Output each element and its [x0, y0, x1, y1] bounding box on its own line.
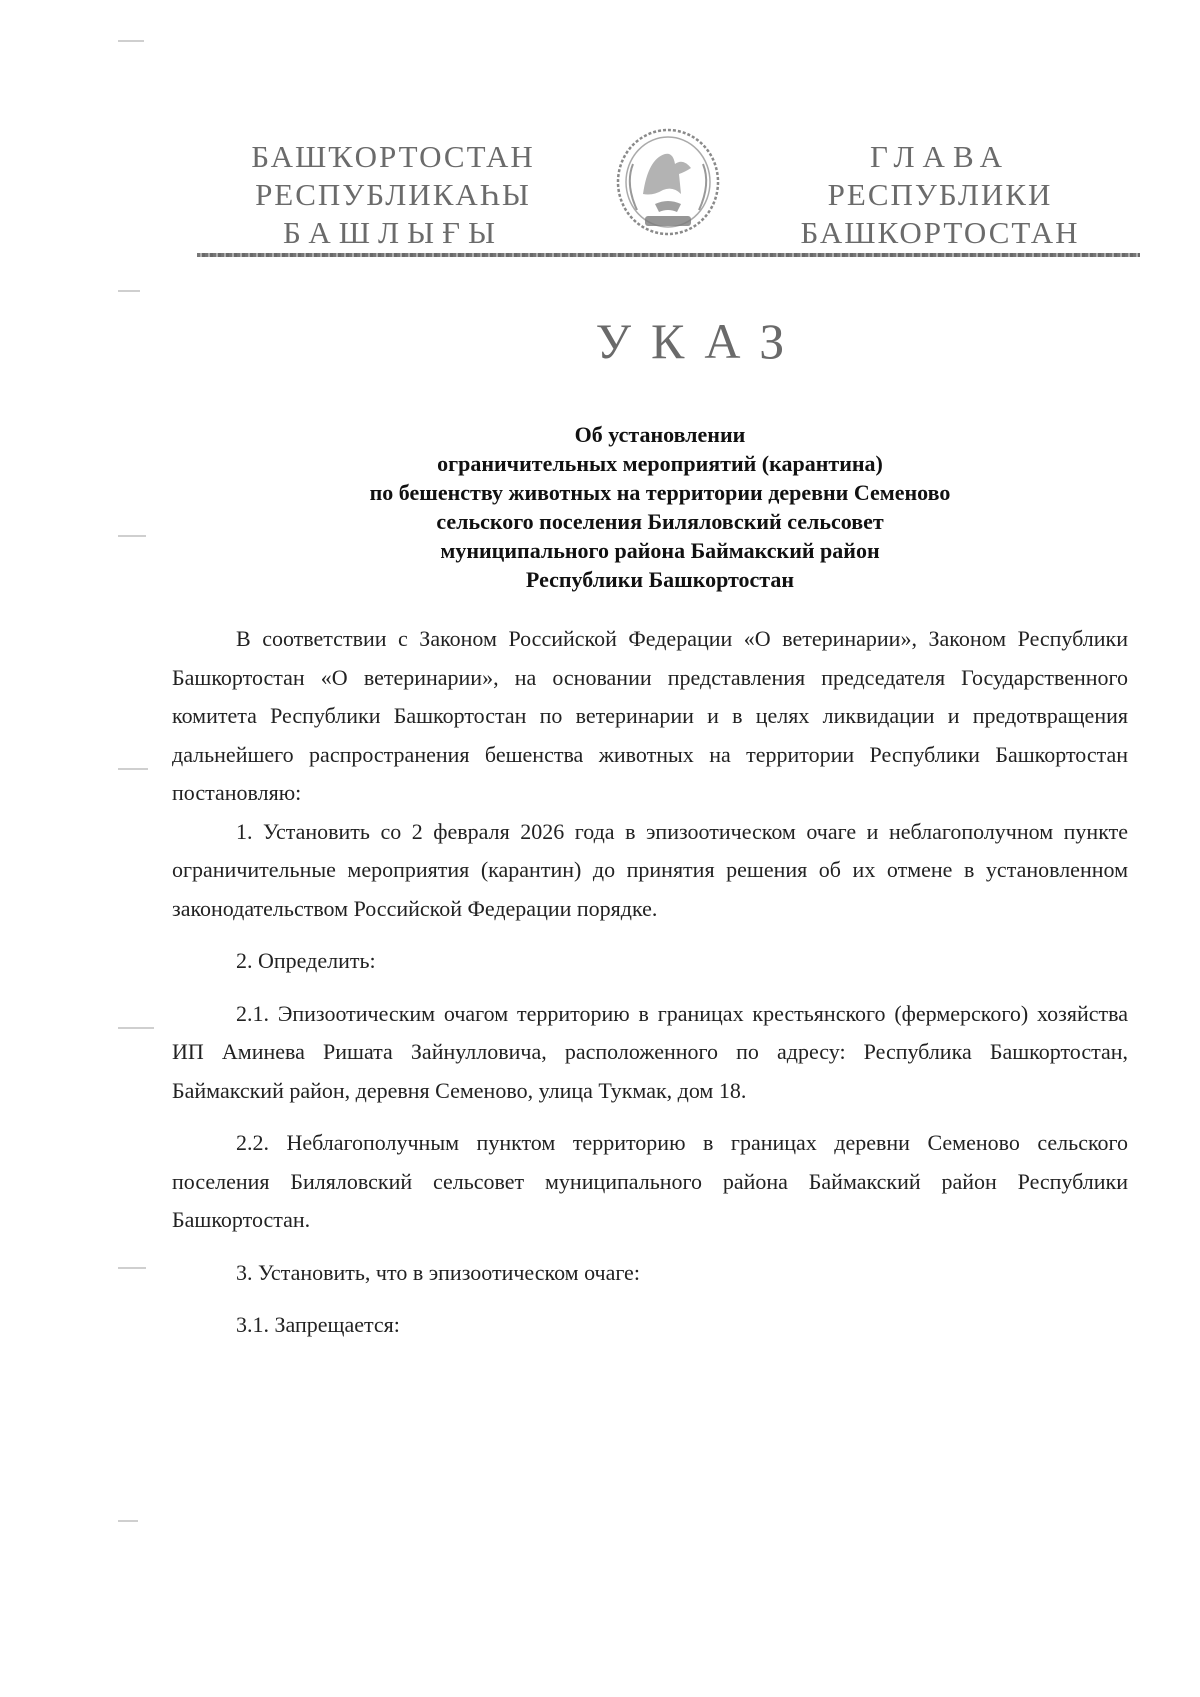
clause-3-1-paragraph: 3.1. Запрещается: — [236, 1312, 400, 1337]
scan-mark — [118, 1267, 146, 1269]
letterhead-russian — [790, 138, 1090, 252]
document-type-title: УКАЗ — [595, 313, 805, 369]
clause-2-paragraph: 2. Определить: — [236, 948, 376, 973]
heading-line: ограничительных мероприятий (карантина) — [437, 451, 883, 476]
letterhead-russian-line-1: ГЛАВА — [869, 139, 1011, 174]
heading-line: Республики Башкортостан — [525, 567, 795, 592]
clause-1-paragraph: 1. Установить со 2 февраля 2026 года в эпизоотическом очаге и неблагополучном пункте ограничительные мероприятия (карантин) до принятия решения об их отмене в установленном законодательством Российской Федерации порядке. — [172, 818, 1128, 921]
coat-of-arms-emblem — [603, 124, 733, 244]
letterhead-bashkir — [238, 138, 548, 252]
scan-mark — [118, 40, 144, 42]
letterhead-divider — [197, 253, 1140, 257]
clause-2-2-paragraph: 2.2. Неблагополучным пунктом территорию в границах деревни Семеново сельского поселения Биляловский сельсовет муниципального района Баймакский район Республики Башкортостан. — [172, 1130, 1128, 1232]
decree-heading — [280, 420, 1040, 594]
heading-line: муниципального района Баймакский район — [440, 538, 880, 563]
letterhead-russian-line-2: РЕСПУБЛИКИ — [827, 177, 1053, 212]
scan-mark — [118, 535, 146, 537]
letterhead-bashkir-line-2: РЕСПУБЛИКАҺЫ — [255, 177, 531, 212]
clause-2-1-paragraph: 2.1. Эпизоотическим очагом территорию в границах крестьянского (фермерского) хозяйства ИП Аминева Ришата Зайнулловича, расположенного по адресу: Республика Башкортостан, Баймакский район, деревня Семеново, улица Тукмак, дом 18. — [172, 1000, 1128, 1103]
letterhead-russian-line-3: БАШКОРТОСТАН — [800, 215, 1080, 250]
letterhead-bashkir-line-1: БАШҠОРТОСТАН — [251, 139, 535, 174]
scan-mark — [118, 290, 140, 292]
scan-mark — [118, 768, 148, 770]
decree-body — [172, 620, 1128, 1345]
letterhead-bashkir-line-3: БАШЛЫҒЫ — [282, 215, 504, 250]
clause-3-paragraph: 3. Установить, что в эпизоотическом очаге: — [236, 1259, 640, 1285]
preamble-paragraph: В соответствии с Законом Российской Федерации «О ветеринарии», Законом Республики Башкортостан «О ветеринарии», на основании представления председателя Государственного комитета Республики Башкортостан по ветеринарии и в целях ликвидации и предотвращения дальнейшего распространения бешенства животных на территории Республики Башкортостан постановляю: — [172, 626, 1128, 805]
heading-line: Об установлении — [574, 422, 746, 447]
scan-mark — [118, 1027, 154, 1029]
scan-mark — [118, 1520, 138, 1522]
heading-line: сельского поселения Биляловский сельсовет — [436, 509, 884, 534]
heading-line: по бешенству животных на территории деревни Семеново — [369, 480, 951, 505]
